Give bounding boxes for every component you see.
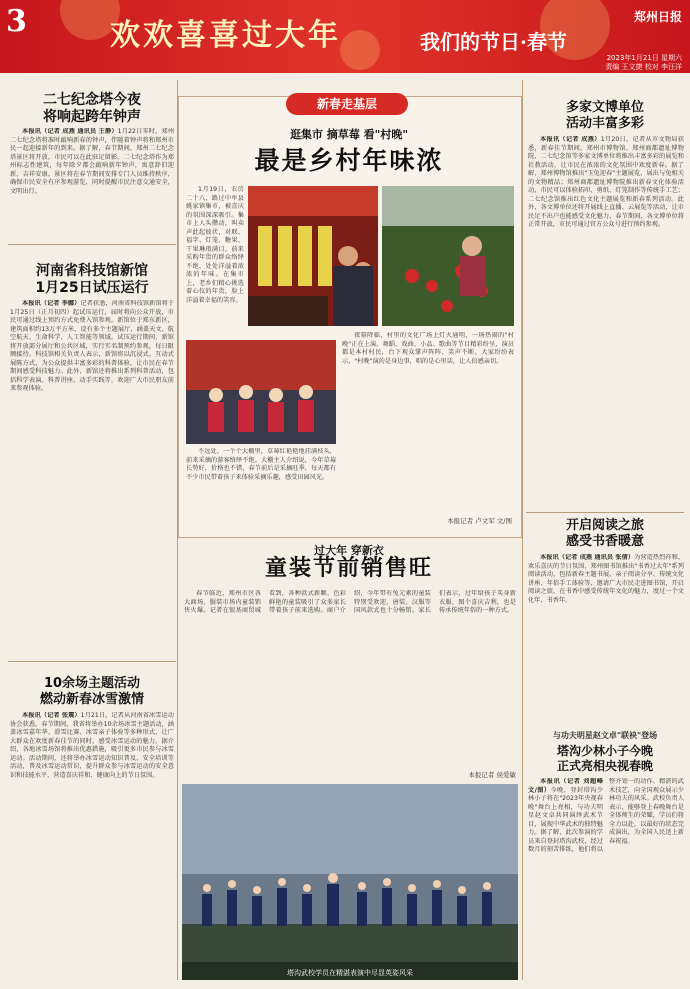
left-bottom-article — [10, 712, 174, 980]
divider — [8, 661, 176, 662]
left-bottom-body: 1月21日，记者从河南省冰雪运动协会获悉，春节期间，我省将举办10余场冰雪主题活动，涵盖冰雪嘉年华、滑雪比赛、冰雪亲子体验等多种形式，让广大群众在欢度新春佳节的同时，感受冰雪运动的魅力。据介绍，各地冰雪场馆将推出优惠措施，吸引更多市民参与冰雪运动。活动期间，还将举办冰雪运动知识普及、安全培训等活动，普及冰雪运动常识，提升群众参与冰雪运动的安全意识和技能水平，营造喜庆祥和、健康向上的节日氛围。 — [10, 712, 174, 779]
right-bottom-byline: 本报讯（记者 刘超峰 文/图） — [528, 778, 603, 794]
left-mid-byline: 本报讯（记者 李娜） — [22, 300, 81, 307]
feature-photo-market — [248, 186, 378, 326]
right-mid-headline-line1: 开启阅读之旅 — [565, 518, 644, 533]
editors-line: 责编 王文捷 校对 李汪洋 — [605, 63, 682, 71]
left-mid-headline-line1: 河南省科技馆新馆 — [36, 263, 148, 279]
newspaper-logo: 郑州日报 — [633, 10, 682, 24]
right-top-body: 1月20日，记者从市文物局获悉，新春佳节期间，郑州市博物馆、郑州商都遗址博物院、二七纪念馆等多家文博单位将推出丰富多彩的展览和社教活动，让市民在浓浓的文化氛围中欢度新春。据了解，郑州博物馆推出"玉兔迎春"主题展览，展出与兔相关的文物精品；郑州商都遗址博物院推出新春文化体验活动，市民可以体验拓印、剪纸、灯笼制作等传统手工艺；二七纪念馆推出红色文化主题展览和新春系列活动。此外，各文博单位还将开展线上直播、云展览等活动，让市民足不出户也能感受文化魅力。春节期间，各文博单位将正常开放，市民可通过官方公众号进行预约参观。 — [528, 136, 684, 228]
right-bottom-article — [528, 778, 684, 980]
feature-body-3: 夜幕降临，村里的文化广场上灯火通明，一场热闹的"村晚"正在上演。舞蹈、戏曲、小品、歌曲等节目精彩纷呈，演员都是本村村民，台下观众掌声阵阵、笑声不断。大家纷纷表示，"村晚"演的是身边事，唱的是心里话，让人倍感亲切。 — [342, 332, 514, 365]
section-badge: 新春走基层 — [286, 93, 408, 115]
feature-photo-strawberry — [382, 186, 514, 326]
right-bottom-headline-line2: 正式亮相央视春晚 — [556, 759, 653, 773]
feature-headline: 最是乡村年味浓 — [254, 146, 444, 175]
right-mid-article — [528, 554, 684, 720]
right-top-headline-line1: 多家文博单位 — [565, 100, 644, 115]
right-mid-headline-line2: 感受书香暖意 — [565, 534, 644, 549]
left-mid-headline-line2: 1月25日试压运行 — [35, 280, 149, 296]
strawberry-photo-illustration — [382, 186, 514, 326]
left-top-headline-line2: 将响起跨年钟声 — [43, 109, 141, 125]
market-photo-illustration — [248, 186, 378, 326]
kids-headline: 童装节前销售旺 — [264, 556, 433, 581]
feature-author: 本报记者 卢文军 文/图 — [447, 517, 512, 525]
feature-body-1: 1月19日，农历二十八，路过中牟县姚家镇集市，被喜庆的氛围深深吸引。集市上人头攒动，叫卖声此起彼伏，对联、福字、灯笼、糖果、干果琳琅满目，前来采购年货的群众络绎不绝，处处洋溢着浓浓的年味。在集市上，老乡们精心挑选着心仪的年货，脸上洋溢着幸福的笑容。 — [186, 186, 244, 304]
page-number: 3 — [6, 4, 27, 39]
left-top-byline: 本报讯（记者 成燕 通讯员 王静） — [22, 128, 118, 135]
page-banner — [0, 0, 690, 73]
kungfu-photo — [182, 784, 518, 980]
issue-date: 2023年1月21日 星期六 — [606, 54, 682, 62]
right-mid-headline — [526, 518, 684, 550]
left-top-body: 1月22日零时，郑州二七纪念塔将准时敲响新春的钟声，伴随着钟声将和郑州市民一起迎接新年的到来。据了解，春节期间，郑州二七纪念塔景区将开放，市民可以在此驻足留影。二七纪念塔作为郑州标志性建筑，每年除夕都会敲响新年钟声，寓意辞旧迎新、吉祥安康。景区将在春节期间安排专门人员维持秩序，确保市民安全有序参观游览，同时提醒市民注意交通安全，文明出行。 — [10, 128, 174, 195]
divider — [8, 244, 176, 245]
left-bottom-byline: 本报讯（记者 张震） — [22, 712, 81, 719]
kids-author: 本报记者 侯爱敏 — [468, 771, 516, 779]
left-mid-headline — [8, 263, 176, 297]
banner-title: 欢欢喜喜过大年 — [110, 18, 341, 53]
right-mid-body: 为营造热烈祥和、欢乐喜庆的节日氛围，郑州图书馆推出"书香过大年"系列阅读活动，包括新春主题书展、亲子阅读分享、传统文化讲座、年俗手工体验等，邀请广大市民走进图书馆，开启阅读之旅，在书香中感受传统年文化的魅力，度过一个文化年、书香年。 — [528, 554, 684, 604]
left-bottom-headline-line2: 燃动新春冰雪激情 — [39, 692, 144, 707]
feature-photo-gala — [186, 340, 336, 444]
column-divider — [522, 80, 523, 980]
feature-kicker: 逛集市 摘草莓 看"村晚" — [289, 128, 409, 141]
left-mid-article — [10, 300, 174, 650]
left-top-headline-line1: 二七纪念塔今夜 — [43, 92, 141, 108]
banner-decoration — [340, 30, 380, 70]
kids-kicker: 过大年 穿新衣 — [314, 544, 384, 557]
feature-body-col2 — [186, 448, 336, 528]
right-bottom-body: 今晚，登封塔沟少林小子将在"2023年央视春晚"舞台上亮相，与功夫明星赵文卓共同演绎武术节目，展现中华武术的独特魅力。据了解，此次参演的学员来自登封塔沟武校，经过数月的刻苦排练，他们将以整齐划一的动作、精湛的武术技艺，向全国观众展示少林功夫的风采。武校负责人表示，能够登上春晚舞台是全体师生的荣耀，学员们将全力以赴，以最好的状态完成演出，为全国人民送上新春祝福。 — [528, 778, 684, 853]
left-top-headline — [8, 92, 176, 126]
kids-article — [184, 590, 516, 770]
banner-meta — [605, 54, 682, 72]
kungfu-photo-illustration — [182, 784, 518, 980]
left-bottom-headline-line1: 10余场主题活动 — [43, 676, 141, 691]
right-mid-byline: 本报讯（记者 成燕 通讯员 张倩） — [540, 554, 635, 561]
right-bottom-headline — [526, 744, 684, 774]
left-bottom-headline — [8, 676, 176, 708]
left-top-article — [10, 128, 174, 238]
right-top-article — [528, 136, 684, 506]
divider — [526, 512, 684, 513]
left-mid-body: 记者获悉，河南省科技馆新馆将于1月25日（正月初四）起试压运行，届时将向公众开放，市民可通过线上预约方式免费入馆参观。新馆位于郑东新区，建筑面积约13万平方米，设有多个主题展厅，涵盖天文、航空航天、生命科学、人工智能等领域。试压运行期间，新馆将开放部分展厅和公共区域，实行实名制预约参观，每日限额接待。科技馆相关负责人表示，新馆将以沉浸式、互动式展陈方式，为公众提供丰富多彩的科普体验，让市民在春节期间感受科技魅力。此外，新馆还将推出系列科普活动，包括科学表演、科普讲座、动手实践等，欢迎广大市民朋友前来参观体验。 — [10, 300, 174, 392]
feature-body-2: 不远处，一个个大棚里，草莓红艳艳地挂满枝头，前来采摘的游客络绎不绝。大棚主人介绍说，今年草莓长势好，价格也不错，春节前后是采摘旺季，每天都有不少市民带着孩子来体验采摘乐趣，感受田园风光。 — [186, 448, 336, 481]
feature-body-col1 — [186, 186, 244, 336]
kids-body: 春节临近，郑州市区各大商场、服装市场内童装销售火爆。记者在银基商贸城看到，各种款式新颖、色彩鲜艳的童装吸引了众多家长带着孩子前来选购。商户介绍，今年带有兔元素的童装特别受欢迎，唐装、汉服等国风款式也十分畅销。家长们表示，过年给孩子买身新衣服，图个喜庆吉利，也是传承传统年俗的一种方式。 — [184, 590, 516, 614]
gala-photo-illustration — [186, 340, 336, 444]
kungfu-photo-caption: 塔沟武校学员在精湛表演中尽显英姿风采 — [287, 969, 413, 977]
feature-body-col3 — [342, 332, 514, 512]
right-bottom-kicker: 与功夫明星赵文卓"联袂"登场 — [552, 731, 658, 740]
banner-subtitle: 我们的节日·春节 — [420, 30, 567, 54]
right-bottom-headline-line1: 塔沟少林小子今晚 — [556, 744, 653, 758]
right-top-headline-line2: 活动丰富多彩 — [565, 116, 644, 131]
right-top-byline: 本报讯（记者 成燕） — [540, 136, 601, 143]
right-top-headline — [526, 100, 684, 132]
